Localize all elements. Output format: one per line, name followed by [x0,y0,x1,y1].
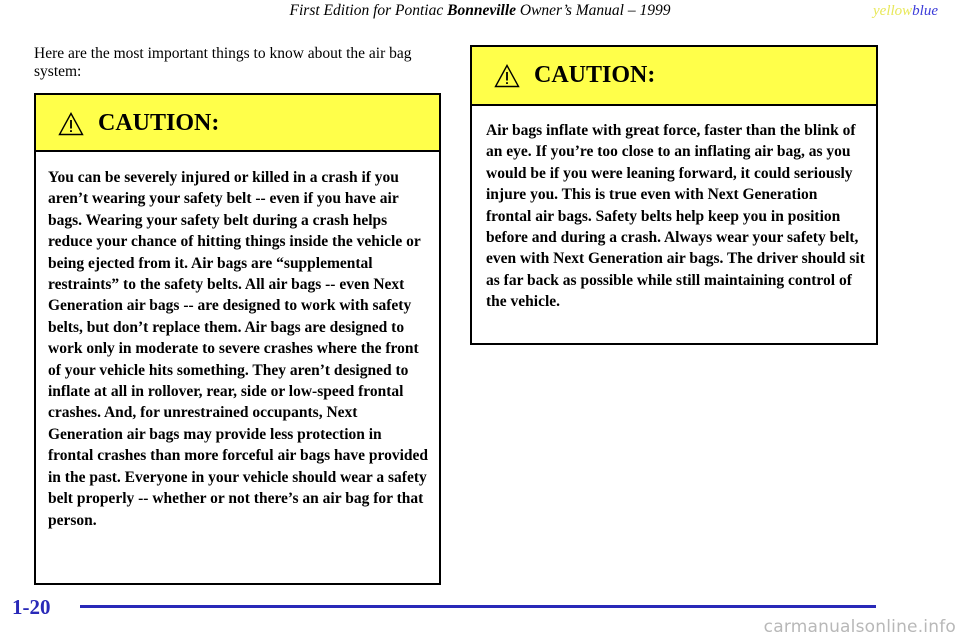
caution-box-inflation-force [470,45,878,345]
caution-text: You can be severely injured or killed in a crash if you aren’t wearing your safety belt -- even if you have air bags. Wearing your safety belt during a crash helps reduce your chance of hitting things inside the vehicle or being ejected from it. Air bags are “supplemental restraints” to the safety belts. All air bags -- even Next Generation air bags -- are designed to work with safety belts, but don’t replace them. Air bags are designed to work only in moderate to severe crashes where the front of your vehicle hits something. They aren’t designed to inflate at all in rollover, rear, side or low-speed frontal crashes. And, for unrestrained occupants, Next Generation air bags may provide less protection in frontal crashes than more forceful air bags have provided in the past. Everyone in your vehicle should wear a safety belt properly -- whether or not there’s an air bag for that person. [48,169,429,529]
intro-paragraph: Here are the most important things to know about the air bag system: [34,45,412,80]
color-tags [873,2,938,20]
warning-triangle-icon [58,112,84,136]
tag-yellow: yellow [873,3,913,19]
manual-title [0,2,960,20]
tag-blue: blue [912,3,938,19]
page-number: 1-20 [12,595,51,619]
caution-text: Air bags inflate with great force, faster than the blink of an eye. If you’re too close to an inflating air bag, as you would be if you were leaning forward, it could seriously injure you. This is true even with Next Generation frontal air bags. Safety belts help keep you in position before and during a crash. Always wear your safety belt, even with Next Generation air bags. The driver should sit as far back as possible while still maintaining control of the vehicle. [486,122,865,311]
caution-header [472,47,876,106]
warning-triangle-icon [494,64,520,88]
caution-title: CAUTION: [98,110,220,136]
title-suffix: Owner’s Manual – 1999 [516,2,671,19]
page-header [0,2,960,22]
watermark: carmanualsonline.info [763,617,956,637]
title-prefix: First Edition for Pontiac [289,2,448,19]
caution-box-safety-belts [34,93,441,585]
caution-header [36,95,439,152]
title-model: Bonneville [447,2,517,19]
caution-title: CAUTION: [534,62,656,88]
footer-rule [80,605,876,608]
